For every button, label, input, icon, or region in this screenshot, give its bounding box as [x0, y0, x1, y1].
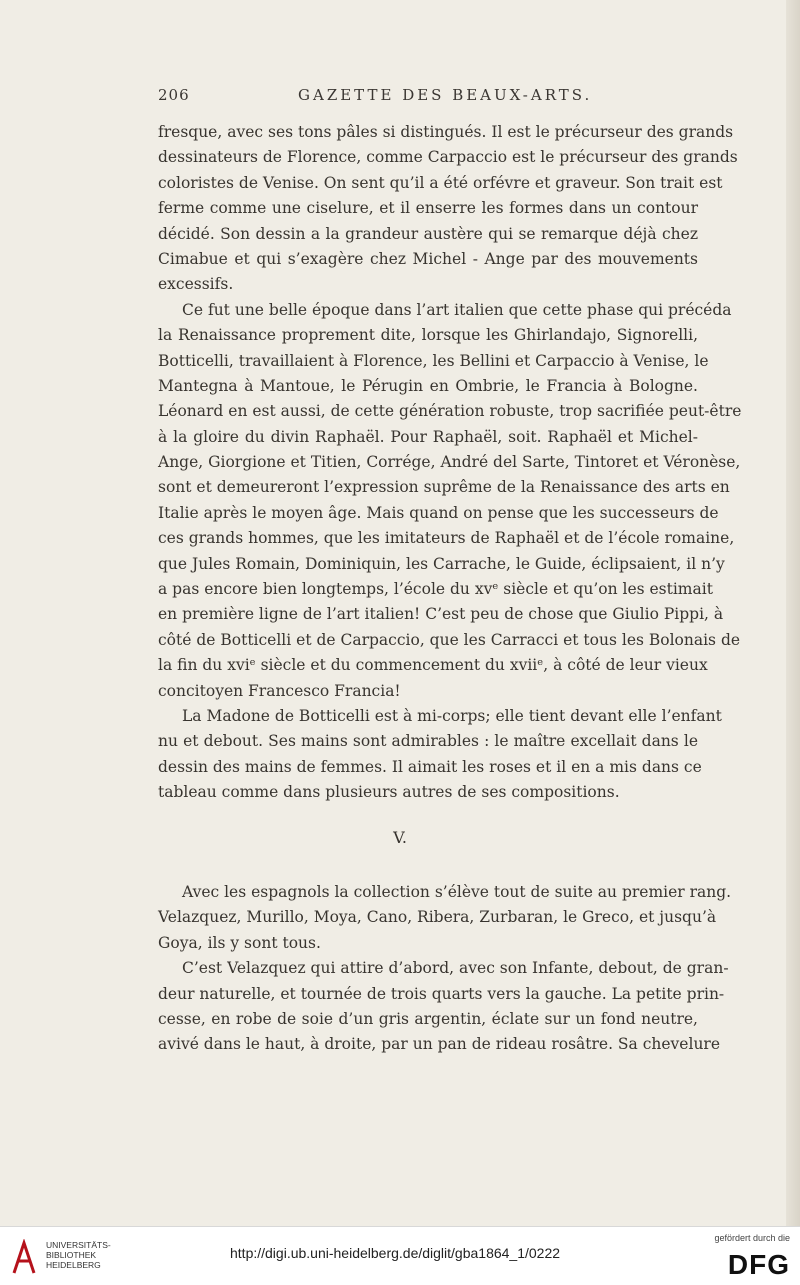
funder-name: DFG	[727, 1249, 790, 1280]
text-line: avivé dans le haut, à droite, par un pan de rideau rosâtre. Sa chevelure	[158, 1035, 721, 1054]
permalink-url[interactable]: http://digi.ub.uni-heidelberg.de/diglit/gba1864_1/0222	[230, 1245, 561, 1261]
page-edge	[786, 0, 800, 1226]
section-heading: V.	[393, 828, 407, 847]
text-line: Ce fut une belle époque dans l’art italien que cette phase qui précéda	[182, 300, 732, 319]
text-line: La Madone de Botticelli est à mi-corps; elle tient devant elle l’enfant	[182, 706, 722, 725]
text-line: Mantegna à Mantoue, le Pérugin en Ombrie, le Francia à Bologne.	[158, 376, 698, 395]
text-line: coloristes de Venise. On sent qu’il a été orfévre et graveur. Son trait est	[158, 173, 723, 192]
text-line: la Renaissance proprement dite, lorsque les Ghirlandajo, Signorelli,	[158, 326, 698, 345]
library-emblem-icon	[10, 1239, 38, 1275]
text-block-lower	[158, 880, 732, 1058]
text-line: à la gloire du divin Raphaël. Pour Raphaël, soit. Raphaël et Michel-	[158, 427, 698, 446]
text-line: nu et debout. Ses mains sont admirables : le maître excellait dans le	[158, 732, 698, 751]
text-line: tableau comme dans plusieurs autres de ses compositions.	[158, 783, 620, 802]
text-line: la fin du xviᵉ siècle et du commencement du xviiᵉ, à côté de leur vieux	[158, 656, 708, 675]
text-line: décidé. Son dessin a la grandeur austère qui se remarque déjà chez	[158, 224, 698, 243]
library-name-line: HEIDELBERG	[46, 1260, 101, 1270]
text-line: Goya, ils y sont tous.	[158, 933, 321, 952]
text-line: Velazquez, Murillo, Moya, Cano, Ribera, Zurbaran, le Greco, et jusqu’à	[158, 908, 717, 927]
text-line: fresque, avec ses tons pâles si distingués. Il est le précurseur des grands	[158, 123, 734, 141]
text-line: que Jules Romain, Dominiquin, les Carrache, le Guide, éclipsaient, il n’y	[158, 554, 725, 573]
viewer-footer	[0, 1226, 800, 1285]
text-line: dessinateurs de Florence, comme Carpaccio est le précurseur des grands	[158, 148, 738, 167]
text-line: Ange, Giorgione et Titien, Corrége, André del Sarte, Tintoret et Véronèse,	[158, 453, 741, 472]
text-line: Avec les espagnols la collection s’élève tout de suite au premier rang.	[182, 883, 732, 901]
text-line: Léonard en est aussi, de cette génération robuste, trop sacrifiée peut-être	[158, 402, 742, 421]
text-line: ces grands hommes, que les imitateurs de Raphaël et de l’école romaine,	[158, 529, 735, 548]
text-line: Botticelli, travaillaient à Florence, les Bellini et Carpaccio à Venise, le	[158, 351, 709, 370]
text-line: excessifs.	[158, 275, 234, 294]
text-line: en première ligne de l’art italien! C’est peu de chose que Giulio Pippi, à	[158, 605, 724, 624]
text-line: Cimabue et qui s’exagère chez Michel - Ange par des mouvements	[158, 249, 698, 268]
library-name-line: BIBLIOTHEK	[46, 1250, 97, 1260]
running-header	[158, 86, 698, 112]
journal-title: GAZETTE DES BEAUX-ARTS.	[298, 86, 593, 104]
text-line: C’est Velazquez qui attire d’abord, avec son Infante, debout, de gran-	[182, 959, 729, 978]
text-line: sont et demeureront l’expression suprême de la Renaissance des arts en	[158, 478, 730, 497]
text-line: côté de Botticelli et de Carpaccio, que les Carracci et tous les Bolonais de	[158, 630, 741, 649]
text-block-upper	[158, 120, 742, 806]
text-line: dessin des mains de femmes. Il aimait les roses et il en a mis dans ce	[158, 757, 702, 776]
text-line: cesse, en robe de soie d’un gris argentin, éclate sur un fond neutre,	[158, 1009, 698, 1028]
text-line: Italie après le moyen âge. Mais quand on pense que les successeurs de	[158, 503, 719, 522]
library-logo[interactable]	[10, 1237, 140, 1277]
text-line: ferme comme une ciselure, et il enserre les formes dans un contour	[158, 199, 698, 218]
funding-label: gefördert durch die	[714, 1233, 790, 1243]
text-line: a pas encore bien longtemps, l’école du xvᵉ siècle et qu’on les estimait	[158, 580, 713, 599]
page-number: 206	[158, 86, 190, 104]
text-line: concitoyen Francesco Francia!	[158, 681, 401, 700]
funder-logo[interactable]	[700, 1233, 790, 1279]
library-name-line: UNIVERSITÄTS-	[46, 1240, 111, 1250]
text-line: deur naturelle, et tournée de trois quarts vers la gauche. La petite prin-	[158, 984, 725, 1003]
